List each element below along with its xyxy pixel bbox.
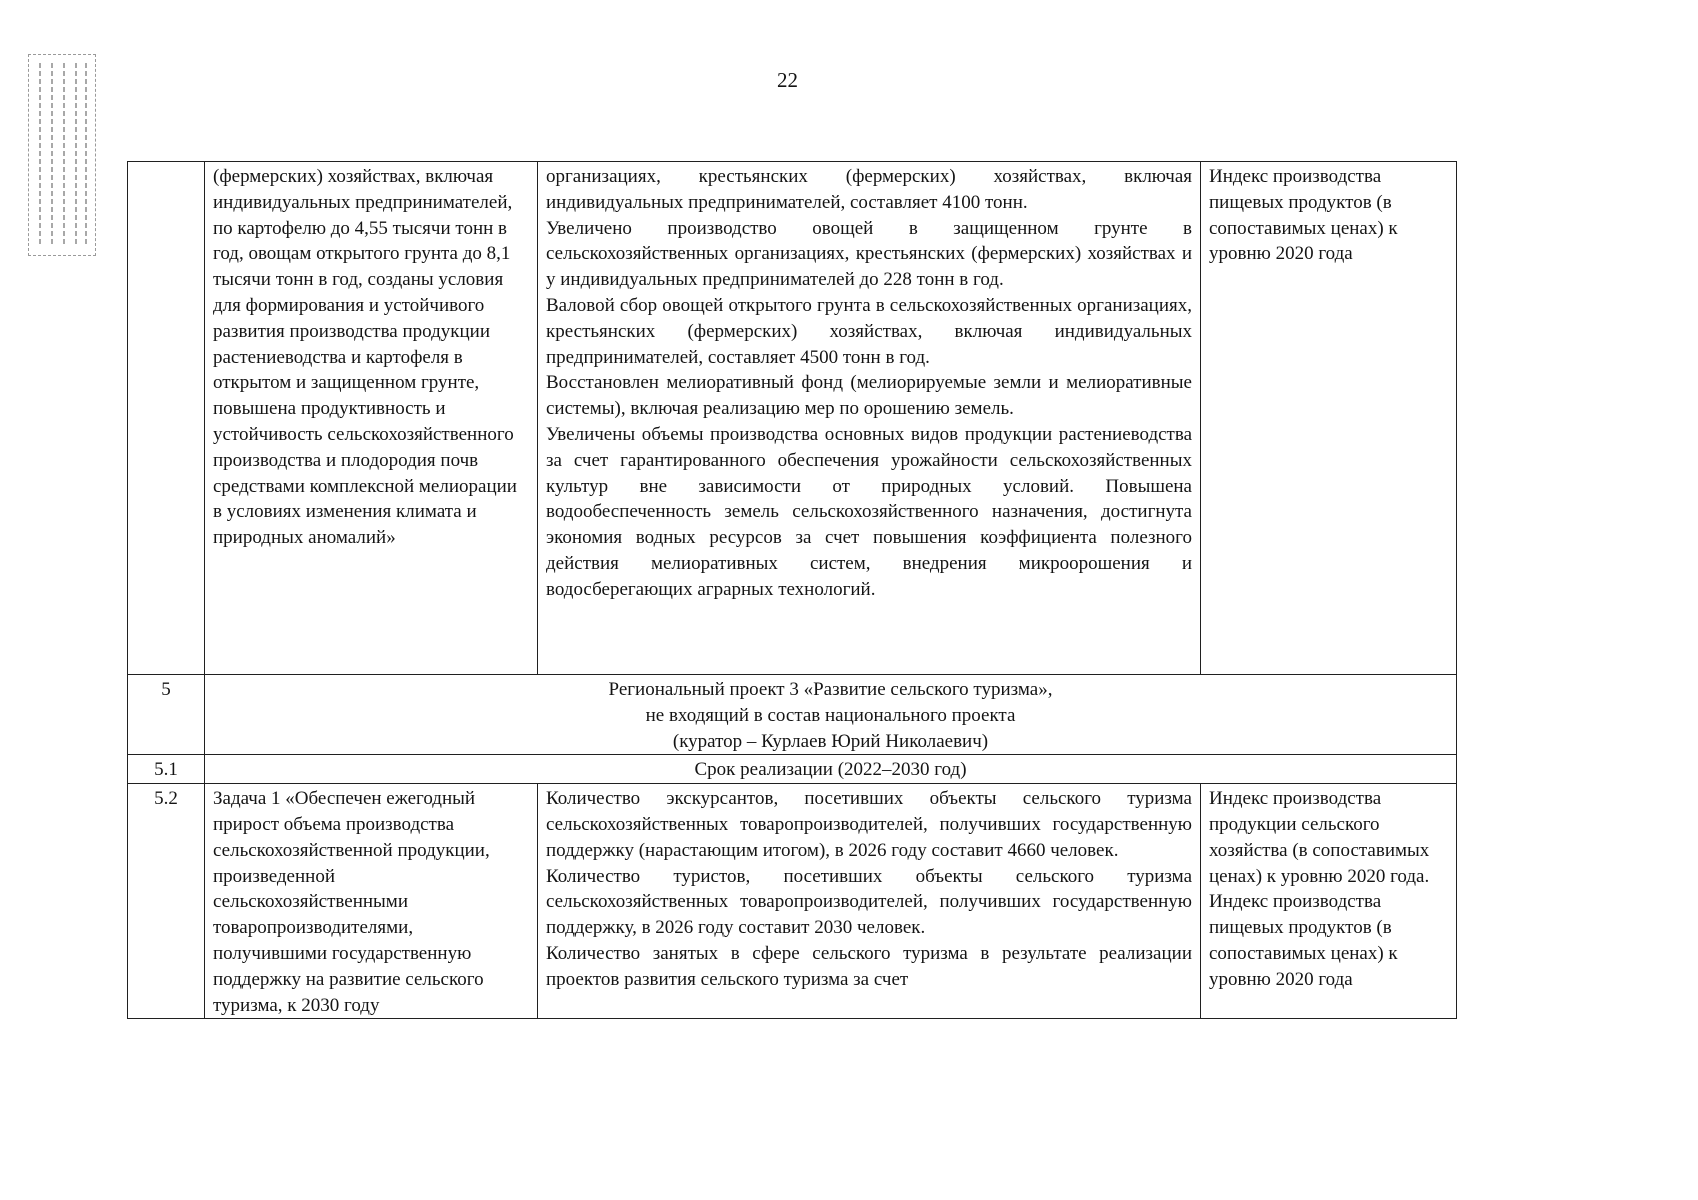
indicator-paragraph: Индекс производства пищевых продуктов (в сопоставимых ценах) к уровню 2020 года [1209,166,1398,265]
indicators-cell [1201,784,1457,1019]
indicators-cell [1201,162,1457,675]
goal-cell: Задача 1 «Обеспечен ежегодный прирост объема производства сельскохозяйственной продукции, произведенной сельскохозяйственными товаропроизводителями, получившими государственную поддержку на развитие сельского туризма, к 2030 году [205,784,538,1019]
project-title-cell [205,675,1457,755]
implementation-period-cell [205,755,1457,784]
effects-cell [538,162,1201,675]
effect-paragraph: Валовой сбор овощей открытого грунта в сельскохозяйственных организациях, крестьянских (фермерских) хозяйствах, включая индивидуальных предпринимателей, составляет 4500 тонн в год. [546,294,1192,368]
effect-paragraph: Восстановлен мелиоративный фонд (мелиорируемые земли и мелиоративные системы), включая реализацию мер по орошению земель. [546,372,1192,420]
implementation-period-line: Срок реализации (2022–2030 год) [694,759,967,781]
effect-paragraph: Увеличены объемы производства основных видов продукции растениеводства за счет гарантированного обеспечения урожайности сельскохозяйственных культур вне зависимости от природных условий. Повышена водообеспеченность земель сельскохозяйственного назначения, достигнута экономия водных ресурсов за счет повышения коэффициента полезного действия мелиоративных систем, внедрения микроорошения и водосберегающих аграрных технологий. [546,423,1192,600]
project-scope-line: не входящий в состав национального проекта [645,704,1016,726]
project-curator-line: (куратор – Курлаев Юрий Николаевич) [672,730,989,752]
table-row [128,162,1457,675]
indicator-paragraph: Индекс производства продукции сельского хозяйства (в сопоставимых ценах) к уровню 2020 года. [1209,788,1430,887]
row-number-cell [128,162,205,675]
effect-paragraph: Количество занятых в сфере сельского туризма в результате реализации проектов развития сельского туризма за счет [546,942,1192,990]
table-row [128,784,1457,1019]
effect-paragraph: Количество туристов, посетивших объекты сельского туризма сельскохозяйственных товаропроизводителей, получивших государственную поддержку, в 2026 году составит 2030 человек. [546,865,1192,939]
section-header-row [128,755,1457,784]
effect-paragraph: Увеличено производство овощей в защищенном грунте в сельскохозяйственных организациях, крестьянских (фермерских) хозяйствах и у индивидуальных предпринимателей до 228 тонн в год. [546,217,1192,291]
effect-paragraph: Количество экскурсантов, посетивших объекты сельского туризма сельскохозяйственных товаропроизводителей, получивших государственную поддержку (нарастающим итогом), в 2026 году составит 4660 человек. [546,788,1192,861]
row-number-cell: 5 [128,675,205,755]
goal-cell: (фермерских) хозяйствах, включая индивидуальных предпринимателей, по картофелю до 4,55 тысячи тонн в год, овощам открытого грунта до 8,1 тысячи тонн в год, созданы условия для формирования и устойчивого развития производства продукции растениеводства и картофеля в открытом и защищенном грунте, повышена продуктивность и устойчивость сельскохозяйственного производства и плодородия почв средствами комплексной мелиорации в условиях изменения климата и природных аномалий» [205,162,538,675]
measures-table [127,161,1457,1019]
section-header-row [128,675,1457,755]
project-title-line: Региональный проект 3 «Развитие сельского туризма», [608,679,1053,700]
row-number-cell: 5.2 [128,784,205,1019]
effect-paragraph: организациях, крестьянских (фермерских) хозяйствах, включая индивидуальных предпринимателей, составляет 4100 тонн. [546,166,1192,213]
page-number: 22 [777,68,798,92]
indicator-paragraph: Индекс производства пищевых продуктов (в сопоставимых ценах) к уровню 2020 года [1209,891,1398,990]
effects-cell [538,784,1201,1019]
row-number-cell: 5.1 [128,755,205,784]
